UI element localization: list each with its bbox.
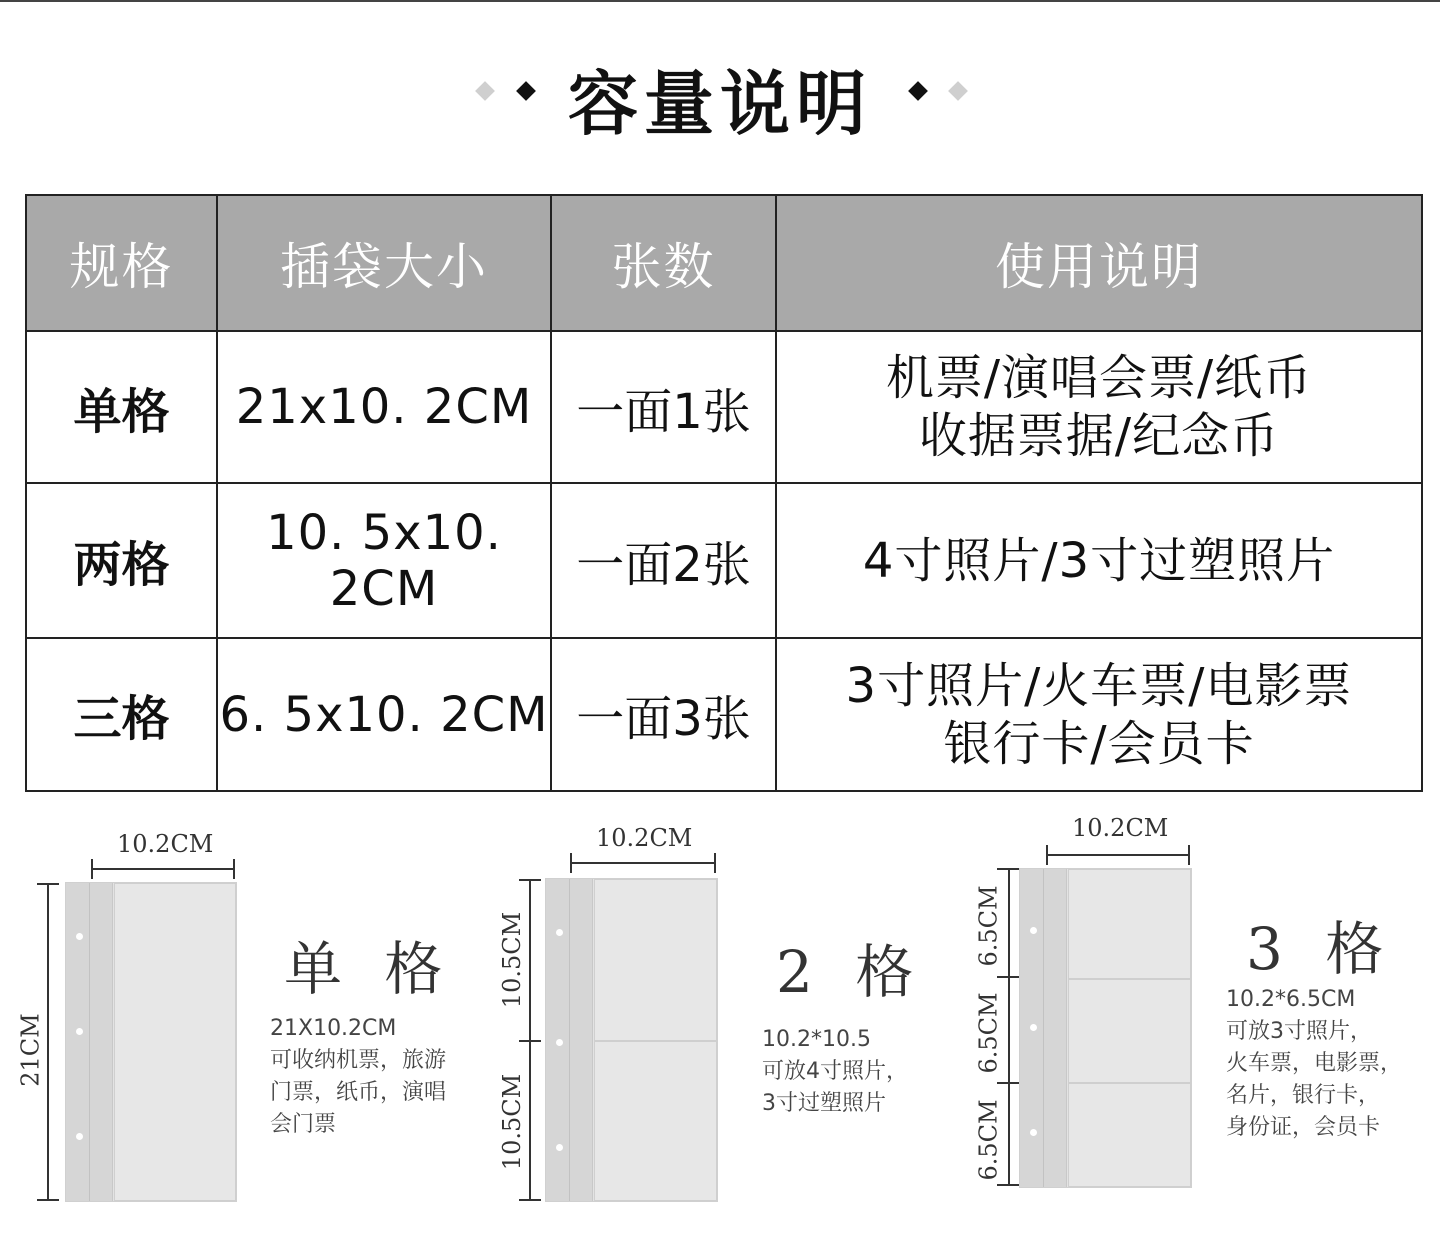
usage-line: 4寸照片/3寸过塑照片 (862, 532, 1336, 589)
punch-hole (556, 1039, 563, 1046)
desc-line: 门票，纸币，演唱 (270, 1080, 447, 1105)
dimension-tick (997, 1082, 1019, 1084)
size-cell: 6. 5x10. 2CM (217, 638, 551, 791)
height-label: 21CM (16, 1013, 45, 1087)
header-spec: 规格 (26, 195, 217, 331)
top-rule (0, 0, 1440, 2)
header-usage: 使用说明 (776, 195, 1422, 331)
dimension-tick (997, 868, 1019, 870)
pocket (594, 879, 717, 1041)
spec-cell: 三格 (26, 638, 217, 791)
dimension-tick (519, 1040, 541, 1042)
desc-line: 身份证，会员卡 (1226, 1115, 1381, 1140)
sheet-double (545, 878, 718, 1202)
count-cell: 一面2张 (551, 483, 776, 638)
height-label: 6.5CM (974, 885, 1003, 967)
dimension-tick (997, 976, 1019, 978)
page-title: 容量说明 (568, 63, 872, 145)
diagram-title: 2 格 (776, 938, 926, 1006)
spec-cell: 单格 (26, 331, 217, 483)
sheet-binding-strip (66, 883, 113, 1201)
desc-line: 可放3寸照片， (1226, 1019, 1372, 1044)
dimension-tick (37, 1199, 59, 1201)
desc-line: 火车票，电影票， (1226, 1051, 1403, 1076)
sheet-binding-strip (546, 879, 593, 1201)
usage-line: 收据票据/纪念币 (918, 408, 1280, 464)
desc-line: 10.2*6.5CM (1226, 987, 1356, 1012)
diagram-description (270, 1013, 480, 1141)
desc-line: 3寸过塑照片 (762, 1091, 886, 1116)
punch-hole (76, 1133, 83, 1140)
header-pocket-size: 插袋大小 (217, 195, 551, 331)
width-dimension-line (570, 862, 716, 864)
desc-line: 名片，银行卡， (1226, 1083, 1381, 1108)
height-label: 6.5CM (974, 1099, 1003, 1181)
width-dimension-line (1046, 854, 1190, 856)
sheet-binding-strip (1020, 869, 1067, 1187)
size-cell: 21x10. 2CM (217, 331, 551, 483)
diamond-decor-icon (948, 81, 968, 101)
sheet-single (65, 882, 237, 1202)
size-cell: 10. 5x10. 2CM (217, 483, 551, 638)
sheet-triple (1019, 868, 1192, 1188)
diagram-title: 单 格 (284, 935, 455, 1003)
pocket (594, 1041, 717, 1201)
diagram-description (762, 1024, 962, 1120)
count-cell: 一面3张 (551, 638, 776, 791)
height-label: 10.5CM (498, 911, 527, 1009)
height-label: 6.5CM (974, 992, 1003, 1074)
width-label: 10.2CM (117, 830, 214, 858)
table-row (26, 483, 1422, 638)
usage-cell (776, 638, 1422, 791)
usage-cell (776, 483, 1422, 638)
desc-line: 21X10.2CM (270, 1016, 397, 1041)
height-label: 10.5CM (498, 1073, 527, 1171)
desc-line: 会门票 (270, 1112, 337, 1137)
desc-line: 可放4寸照片， (762, 1059, 908, 1084)
usage-cell (776, 331, 1422, 483)
table-row (26, 331, 1422, 483)
diamond-decor-icon (475, 81, 495, 101)
punch-hole (76, 1028, 83, 1035)
pocket (1068, 979, 1191, 1083)
diagram-title: 3 格 (1246, 915, 1396, 983)
dimension-tick (519, 1199, 541, 1201)
width-dimension-line (91, 868, 235, 870)
dimension-tick (37, 883, 59, 885)
capacity-table (25, 194, 1423, 792)
dimension-tick (519, 879, 541, 881)
header-count: 张数 (551, 195, 776, 331)
punch-hole (1030, 927, 1037, 934)
spec-cell: 两格 (26, 483, 217, 638)
punch-hole (76, 933, 83, 940)
desc-line: 10.2*10.5 (762, 1027, 871, 1052)
punch-hole (1030, 1129, 1037, 1136)
dimension-tick (997, 1184, 1019, 1186)
diagram-description (1226, 984, 1431, 1144)
title-row (0, 40, 1440, 145)
table-row (26, 638, 1422, 791)
pocket (114, 883, 236, 1201)
usage-line: 银行卡/会员卡 (943, 715, 1255, 772)
punch-hole (556, 1144, 563, 1151)
pocket (1068, 869, 1191, 979)
desc-line: 可收纳机票，旅游 (270, 1048, 447, 1073)
width-label: 10.2CM (596, 824, 693, 852)
usage-line: 机票/演唱会票/纸币 (885, 350, 1313, 406)
height-dimension-line (47, 883, 49, 1201)
pocket (1068, 1083, 1191, 1187)
height-dimension-line (1008, 868, 1010, 1186)
usage-line: 3寸照片/火车票/电影票 (845, 657, 1353, 714)
width-label: 10.2CM (1072, 814, 1169, 842)
punch-hole (556, 929, 563, 936)
count-cell: 一面1张 (551, 331, 776, 483)
punch-hole (1030, 1024, 1037, 1031)
table-header-row (26, 195, 1422, 331)
